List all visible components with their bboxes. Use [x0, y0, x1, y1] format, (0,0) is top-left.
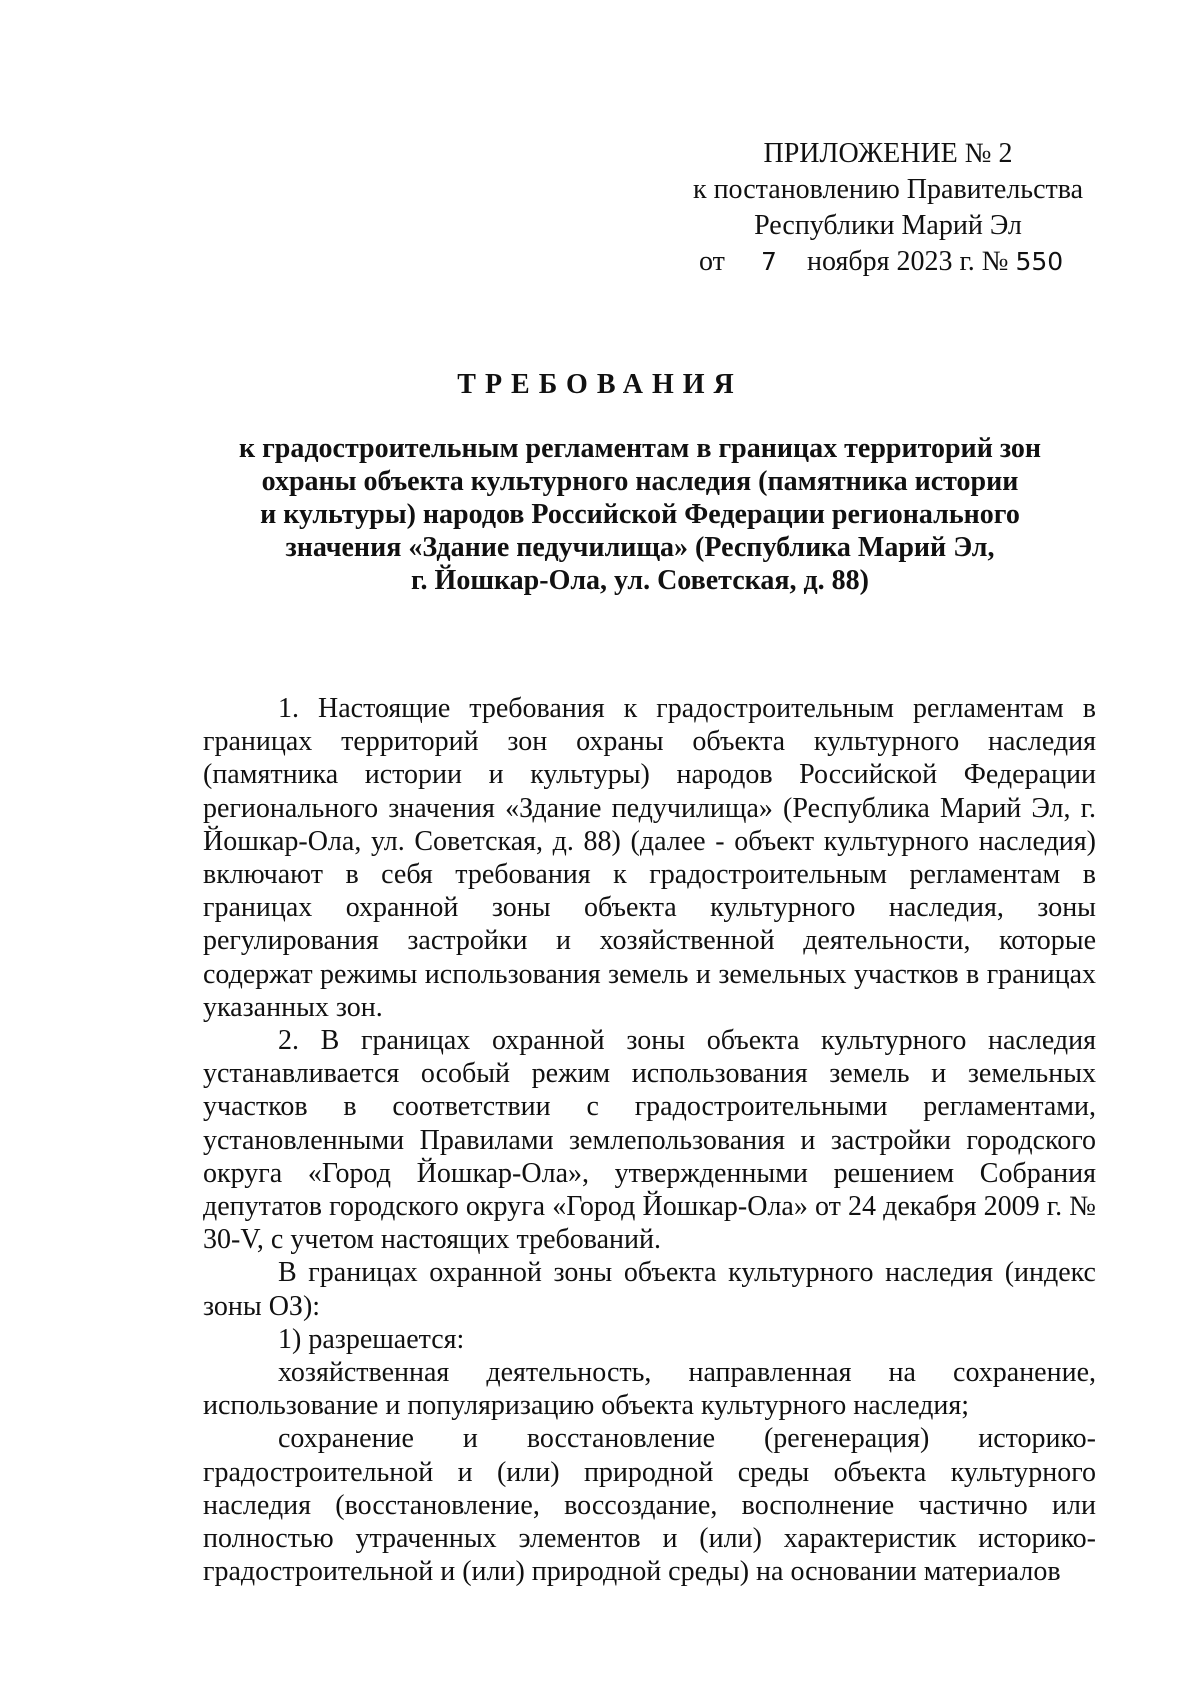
document-body — [203, 692, 1096, 1588]
paragraph-5: хозяйственная деятельность, направленная на сохранение, использование и популяризацию объекта культурного наследия; — [203, 1357, 1096, 1422]
date-prefix: от — [699, 246, 725, 277]
appendix-title: ПРИЛОЖЕНИЕ № 2 — [763, 138, 1013, 169]
subtitle-line: значения «Здание педучилища» (Республика Марий Эл, — [285, 532, 995, 563]
paragraph-6: сохранение и восстановление (регенерация) историко-градостроительной и (или) природной среды объекта культурного наследия (восстановление, воссоздание, восполнение частично или полностью утраченных элементов и (или) характеристик историко-градостроительной и (или) природной среды) на основании материалов — [203, 1423, 1096, 1588]
appendix-line-republic: Республики Марий Эл — [754, 210, 1022, 241]
subtitle-line: к градостроительным регламентам в границах территорий зон — [238, 433, 1042, 464]
subtitle-line: охраны объекта культурного наследия (памятника истории — [261, 466, 1019, 497]
appendix-line-resolution: к постановлению Правительства — [692, 174, 1084, 205]
document-title: ТРЕБОВАНИЯ — [457, 369, 743, 400]
appendix-date-line — [683, 244, 1093, 280]
paragraph-4: 1) разрешается: — [278, 1323, 465, 1355]
document-subtitle — [200, 432, 1080, 597]
subtitle-line: и культуры) народов Российской Федерации регионального — [260, 499, 1020, 530]
paragraph-2: 2. В границах охранной зоны объекта культурного наследия устанавливается особый режим использования земель и земельных участков в соответствии с градостроительными регламентами, установленными Правилами землепользования и застройки городского округа «Город Йошкар-Ола», утвержденными решением Собрания депутатов городского округа «Город Йошкар-Ола» от 24 декабря 2009 г. № 30-V, с учетом настоящих требований. — [203, 1025, 1096, 1256]
paragraph-3: В границах охранной зоны объекта культурного наследия (индекс зоны ОЗ): — [203, 1257, 1096, 1322]
date-day: 7 — [761, 247, 777, 276]
document-number: 550 — [1015, 247, 1064, 276]
paragraph-1: 1. Настоящие требования к градостроительным регламентам в границах территорий зон охраны объекта культурного наследия (памятника истории и культуры) народов Российской Федерации регионального значения «Здание педучилища» (Республика Марий Эл, г. Йошкар-Ола, ул. Советская, д. 88) (далее - объект культурного наследия) включают в себя требования к градостроительным регламентам в границах охранной зоны объекта культурного наследия, зоны регулирования застройки и хозяйственной деятельности, которые содержат режимы использования земель и земельных участков в границах указанных зон. — [203, 693, 1096, 1023]
appendix-header — [683, 136, 1093, 280]
date-rest: ноября 2023 г. № — [807, 246, 1009, 277]
subtitle-line: г. Йошкар-Ола, ул. Советская, д. 88) — [410, 565, 870, 596]
